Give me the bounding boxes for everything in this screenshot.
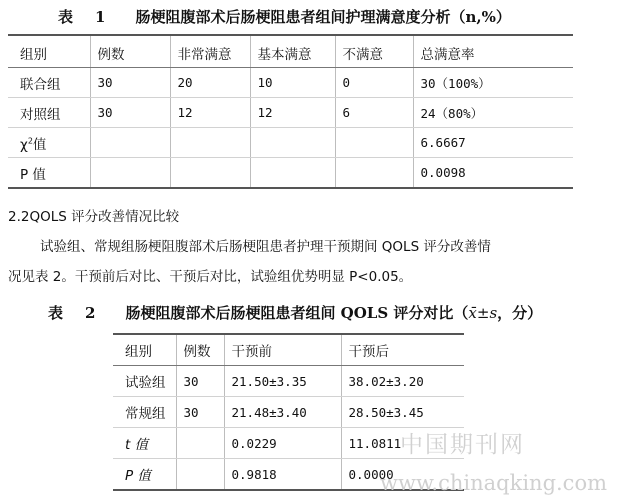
table-cell: 30 xyxy=(90,98,170,128)
watermark-cn: 中国期刊网 xyxy=(400,432,525,458)
table2-caption xyxy=(48,302,542,323)
table-cell: 10 xyxy=(250,68,335,98)
table-cell: 联合组 xyxy=(8,68,90,98)
header-cell: 例数 xyxy=(176,334,224,366)
header-cell: 基本满意 xyxy=(250,35,335,68)
table2-title: 肠梗阻腹部术后肠梗阻患者组间 QOLS 评分对比（ xyxy=(125,304,469,322)
table-cell: 30 xyxy=(90,68,170,98)
table-row xyxy=(8,128,573,158)
qols-table xyxy=(113,333,464,491)
table1-caption xyxy=(58,6,511,27)
table-cell: 20 xyxy=(170,68,250,98)
table-cell xyxy=(250,158,335,189)
header-cell: 干预后 xyxy=(341,334,464,366)
table-row xyxy=(113,397,464,428)
table-cell xyxy=(176,428,224,459)
table-cell xyxy=(176,459,224,491)
table-cell xyxy=(170,128,250,158)
header-cell: 干预前 xyxy=(224,334,341,366)
table-cell: 对照组 xyxy=(8,98,90,128)
table-cell: 12 xyxy=(170,98,250,128)
table-row xyxy=(113,366,464,397)
table-row xyxy=(8,158,573,189)
table-cell: 0.9818 xyxy=(224,459,341,491)
table1-label: 表 xyxy=(58,8,74,26)
satisfaction-table xyxy=(8,34,573,189)
section-heading: 2.2QOLS 评分改善情况比较 xyxy=(8,209,180,225)
table1-title: 肠梗阻腹部术后肠梗阻患者组间护理满意度分析（n,%） xyxy=(135,8,511,26)
table1-number: 1 xyxy=(95,8,106,26)
table-cell xyxy=(250,128,335,158)
table-cell: 28.50±3.45 xyxy=(341,397,464,428)
header-cell: 例数 xyxy=(90,35,170,68)
table-cell xyxy=(90,128,170,158)
table2-label: 表 xyxy=(48,304,64,322)
chi-suffix: 值 xyxy=(32,136,47,153)
table-header-row xyxy=(113,334,464,366)
table-cell: 6.6667 xyxy=(413,128,573,158)
header-cell: 组别 xyxy=(113,334,176,366)
header-cell: 组别 xyxy=(8,35,90,68)
table2-number: 2 xyxy=(85,304,96,322)
table-cell: 30（100%） xyxy=(413,68,573,98)
table-cell: 0.0000 xyxy=(341,459,464,491)
table-cell: 12 xyxy=(250,98,335,128)
table-cell xyxy=(90,158,170,189)
table-cell xyxy=(170,158,250,189)
paragraph-line-2: 况见表 2。干预前后对比、干预后对比，试验组优势明显 P<0.05。 xyxy=(8,269,413,285)
table-cell: 常规组 xyxy=(113,397,176,428)
p-value-label: P 值 xyxy=(113,459,176,491)
table-header-row xyxy=(8,35,573,68)
table-cell: 0.0229 xyxy=(224,428,341,459)
table-cell: 0 xyxy=(335,68,413,98)
table-cell: 30 xyxy=(176,366,224,397)
table-cell: 21.50±3.35 xyxy=(224,366,341,397)
header-cell: 总满意率 xyxy=(413,35,573,68)
header-cell: 不满意 xyxy=(335,35,413,68)
chi-square-label xyxy=(8,128,90,158)
table-cell: 0.0098 xyxy=(413,158,573,189)
table-cell: 试验组 xyxy=(113,366,176,397)
table-cell: 24（80%） xyxy=(413,98,573,128)
table-row xyxy=(8,68,573,98)
paragraph-line-1: 试验组、常规组肠梗阻腹部术后肠梗阻患者护理干预期间 QOLS 评分改善情 xyxy=(40,239,491,255)
chi-symbol: χ xyxy=(20,136,28,153)
table-cell: 21.48±3.40 xyxy=(224,397,341,428)
table-row xyxy=(8,98,573,128)
table-cell: 38.02±3.20 xyxy=(341,366,464,397)
table2-stat-symbol: x̄±s xyxy=(468,304,498,322)
table-cell: 30 xyxy=(176,397,224,428)
t-value-label: t 值 xyxy=(113,428,176,459)
table-cell xyxy=(335,128,413,158)
table2-title-suffix: ，分） xyxy=(497,304,543,322)
table-cell: 6 xyxy=(335,98,413,128)
table-cell xyxy=(335,158,413,189)
table-cell: 11.0811 xyxy=(341,428,464,459)
table-cell: P 值 xyxy=(8,158,90,189)
watermark-url: www.chinaqking.com xyxy=(380,471,608,495)
chi-superscript: 2 xyxy=(27,136,33,145)
header-cell: 非常满意 xyxy=(170,35,250,68)
